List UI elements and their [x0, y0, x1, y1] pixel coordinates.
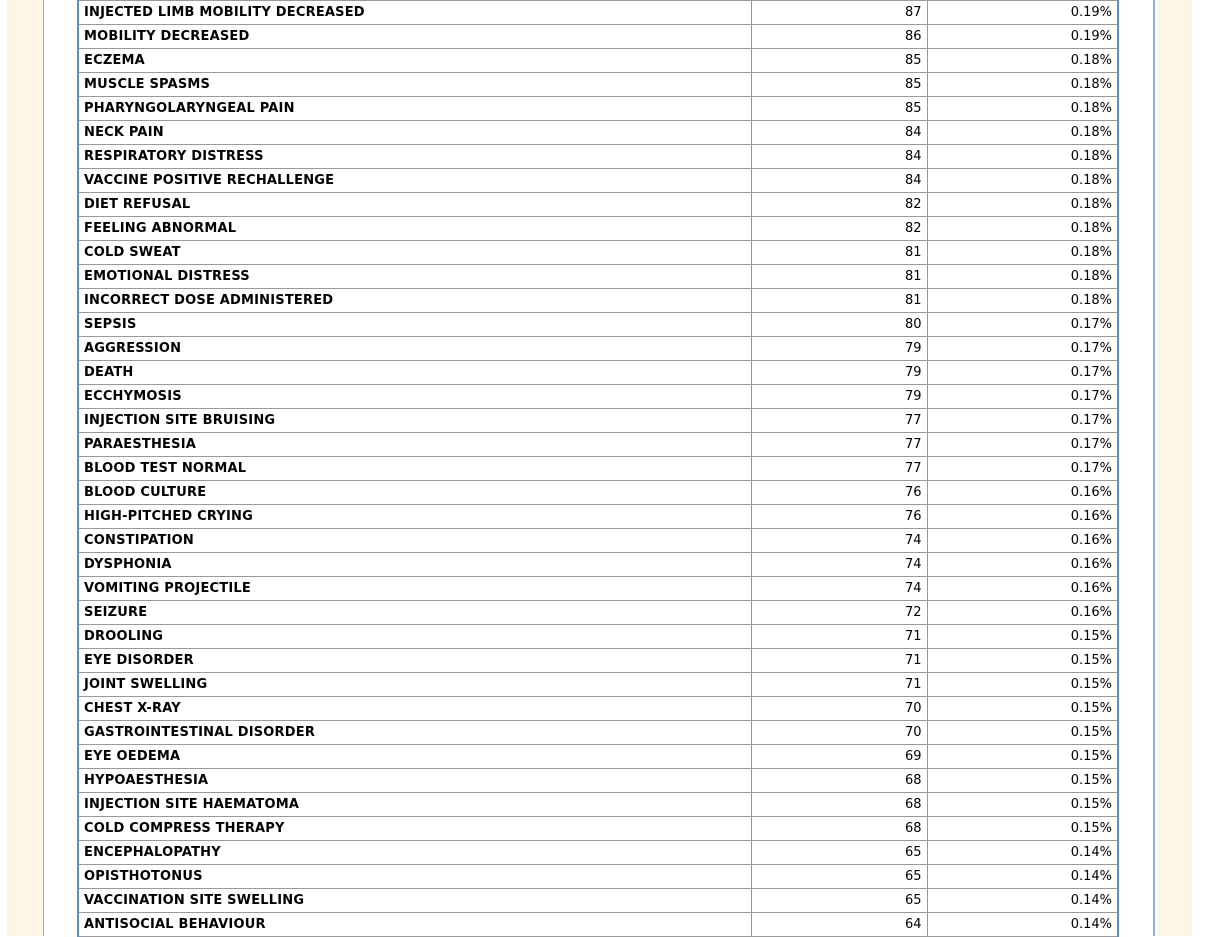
table-body — [78, 1, 1118, 937]
table-row — [78, 313, 1118, 337]
table-row — [78, 25, 1118, 49]
report-count-cell: 85 — [751, 73, 927, 97]
report-percent-cell: 0.16% — [927, 601, 1118, 625]
table-row — [78, 529, 1118, 553]
report-count-cell: 82 — [751, 193, 927, 217]
symptom-term-cell: INJECTED LIMB MOBILITY DECREASED — [78, 1, 751, 25]
symptom-term-cell: FEELING ABNORMAL — [78, 217, 751, 241]
table-row — [78, 697, 1118, 721]
report-count-cell: 68 — [751, 769, 927, 793]
symptom-term-cell: OPISTHOTONUS — [78, 865, 751, 889]
report-count-cell: 86 — [751, 25, 927, 49]
report-percent-cell: 0.17% — [927, 313, 1118, 337]
symptom-term-cell: COLD COMPRESS THERAPY — [78, 817, 751, 841]
table-row — [78, 337, 1118, 361]
table-row — [78, 841, 1118, 865]
report-count-cell: 79 — [751, 385, 927, 409]
report-percent-cell: 0.15% — [927, 721, 1118, 745]
report-count-cell: 71 — [751, 625, 927, 649]
symptom-term-cell: ANTISOCIAL BEHAVIOUR — [78, 913, 751, 937]
report-percent-cell: 0.15% — [927, 817, 1118, 841]
symptom-term-cell: HIGH-PITCHED CRYING — [78, 505, 751, 529]
report-percent-cell: 0.15% — [927, 697, 1118, 721]
report-count-cell: 70 — [751, 697, 927, 721]
report-count-cell: 84 — [751, 169, 927, 193]
report-count-cell: 65 — [751, 865, 927, 889]
symptom-term-cell: MOBILITY DECREASED — [78, 25, 751, 49]
symptom-term-cell: DEATH — [78, 361, 751, 385]
symptom-term-cell: PARAESTHESIA — [78, 433, 751, 457]
symptom-term-cell: SEIZURE — [78, 601, 751, 625]
report-count-cell: 85 — [751, 49, 927, 73]
table-row — [78, 265, 1118, 289]
table-row — [78, 625, 1118, 649]
symptom-term-cell: BLOOD CULTURE — [78, 481, 751, 505]
table-row — [78, 889, 1118, 913]
report-percent-cell: 0.17% — [927, 433, 1118, 457]
right-margin-gutter — [1157, 0, 1192, 936]
symptom-term-cell: RESPIRATORY DISTRESS — [78, 145, 751, 169]
report-count-cell: 77 — [751, 409, 927, 433]
table-row — [78, 1, 1118, 25]
report-percent-cell: 0.16% — [927, 577, 1118, 601]
symptom-term-cell: DIET REFUSAL — [78, 193, 751, 217]
report-percent-cell: 0.16% — [927, 505, 1118, 529]
table-row — [78, 169, 1118, 193]
report-count-cell: 84 — [751, 121, 927, 145]
report-percent-cell: 0.16% — [927, 529, 1118, 553]
report-percent-cell: 0.17% — [927, 361, 1118, 385]
symptom-term-cell: CHEST X-RAY — [78, 697, 751, 721]
table-row — [78, 721, 1118, 745]
table-row — [78, 409, 1118, 433]
table-row — [78, 913, 1118, 937]
report-percent-cell: 0.18% — [927, 145, 1118, 169]
report-percent-cell: 0.18% — [927, 193, 1118, 217]
report-percent-cell: 0.16% — [927, 481, 1118, 505]
report-percent-cell: 0.18% — [927, 121, 1118, 145]
report-count-cell: 77 — [751, 433, 927, 457]
report-percent-cell: 0.18% — [927, 241, 1118, 265]
symptom-term-cell: EYE OEDEMA — [78, 745, 751, 769]
symptom-term-cell: EYE DISORDER — [78, 649, 751, 673]
symptom-term-cell: HYPOAESTHESIA — [78, 769, 751, 793]
report-percent-cell: 0.14% — [927, 841, 1118, 865]
report-percent-cell: 0.15% — [927, 769, 1118, 793]
report-percent-cell: 0.17% — [927, 457, 1118, 481]
symptom-term-cell: VOMITING PROJECTILE — [78, 577, 751, 601]
table-row — [78, 673, 1118, 697]
table-row — [78, 769, 1118, 793]
report-count-cell: 74 — [751, 529, 927, 553]
symptom-term-cell: INJECTION SITE HAEMATOMA — [78, 793, 751, 817]
report-count-cell: 77 — [751, 457, 927, 481]
report-count-cell: 71 — [751, 649, 927, 673]
report-percent-cell: 0.18% — [927, 265, 1118, 289]
symptom-term-cell: GASTROINTESTINAL DISORDER — [78, 721, 751, 745]
table-row — [78, 817, 1118, 841]
report-percent-cell: 0.19% — [927, 25, 1118, 49]
report-percent-cell: 0.18% — [927, 217, 1118, 241]
table-row — [78, 97, 1118, 121]
report-count-cell: 84 — [751, 145, 927, 169]
report-count-cell: 81 — [751, 289, 927, 313]
report-count-cell: 87 — [751, 1, 927, 25]
report-percent-cell: 0.18% — [927, 73, 1118, 97]
symptom-term-cell: MUSCLE SPASMS — [78, 73, 751, 97]
table-row — [78, 73, 1118, 97]
report-count-cell: 81 — [751, 265, 927, 289]
report-percent-cell: 0.17% — [927, 337, 1118, 361]
table-row — [78, 385, 1118, 409]
table-row — [78, 361, 1118, 385]
report-count-cell: 68 — [751, 817, 927, 841]
table-row — [78, 649, 1118, 673]
symptom-term-cell: INJECTION SITE BRUISING — [78, 409, 751, 433]
report-count-cell: 64 — [751, 913, 927, 937]
report-count-cell: 74 — [751, 577, 927, 601]
report-count-cell: 85 — [751, 97, 927, 121]
table-row — [78, 865, 1118, 889]
table-row — [78, 193, 1118, 217]
symptom-term-cell: ENCEPHALOPATHY — [78, 841, 751, 865]
report-count-cell: 68 — [751, 793, 927, 817]
report-percent-cell: 0.14% — [927, 865, 1118, 889]
table-row — [78, 481, 1118, 505]
report-percent-cell: 0.14% — [927, 913, 1118, 937]
symptom-term-cell: EMOTIONAL DISTRESS — [78, 265, 751, 289]
table-row — [78, 145, 1118, 169]
report-count-cell: 72 — [751, 601, 927, 625]
report-percent-cell: 0.18% — [927, 289, 1118, 313]
symptom-term-cell: VACCINE POSITIVE RECHALLENGE — [78, 169, 751, 193]
report-percent-cell: 0.15% — [927, 625, 1118, 649]
table-row — [78, 457, 1118, 481]
report-percent-cell: 0.19% — [927, 1, 1118, 25]
report-count-cell: 81 — [751, 241, 927, 265]
table-row — [78, 433, 1118, 457]
report-count-cell: 74 — [751, 553, 927, 577]
report-count-cell: 70 — [751, 721, 927, 745]
table-row — [78, 745, 1118, 769]
report-percent-cell: 0.15% — [927, 793, 1118, 817]
symptom-term-cell: VACCINATION SITE SWELLING — [78, 889, 751, 913]
symptom-term-cell: ECCHYMOSIS — [78, 385, 751, 409]
report-percent-cell: 0.15% — [927, 745, 1118, 769]
symptom-term-cell: DYSPHONIA — [78, 553, 751, 577]
report-percent-cell: 0.17% — [927, 385, 1118, 409]
symptom-term-cell: ECZEMA — [78, 49, 751, 73]
table-row — [78, 793, 1118, 817]
table-row — [78, 505, 1118, 529]
report-count-cell: 82 — [751, 217, 927, 241]
symptom-frequency-table — [77, 0, 1119, 937]
symptom-term-cell: INCORRECT DOSE ADMINISTERED — [78, 289, 751, 313]
report-count-cell: 79 — [751, 361, 927, 385]
symptom-term-cell: COLD SWEAT — [78, 241, 751, 265]
symptom-term-cell: JOINT SWELLING — [78, 673, 751, 697]
table-row — [78, 577, 1118, 601]
table-row — [78, 553, 1118, 577]
symptom-term-cell: DROOLING — [78, 625, 751, 649]
left-margin-gutter — [7, 0, 43, 936]
report-percent-cell: 0.16% — [927, 553, 1118, 577]
symptom-term-cell: AGGRESSION — [78, 337, 751, 361]
report-count-cell: 79 — [751, 337, 927, 361]
table-row — [78, 241, 1118, 265]
symptom-term-cell: CONSTIPATION — [78, 529, 751, 553]
table-row — [78, 217, 1118, 241]
report-percent-cell: 0.14% — [927, 889, 1118, 913]
report-percent-cell: 0.15% — [927, 649, 1118, 673]
report-count-cell: 76 — [751, 481, 927, 505]
table-row — [78, 121, 1118, 145]
report-count-cell: 76 — [751, 505, 927, 529]
report-percent-cell: 0.18% — [927, 169, 1118, 193]
symptom-term-cell: NECK PAIN — [78, 121, 751, 145]
symptom-term-cell: SEPSIS — [78, 313, 751, 337]
report-percent-cell: 0.17% — [927, 409, 1118, 433]
table-row — [78, 289, 1118, 313]
report-percent-cell: 0.15% — [927, 673, 1118, 697]
report-count-cell: 65 — [751, 889, 927, 913]
report-count-cell: 80 — [751, 313, 927, 337]
report-count-cell: 71 — [751, 673, 927, 697]
symptom-term-cell: PHARYNGOLARYNGEAL PAIN — [78, 97, 751, 121]
report-count-cell: 65 — [751, 841, 927, 865]
report-percent-cell: 0.18% — [927, 97, 1118, 121]
table-row — [78, 601, 1118, 625]
symptom-term-cell: BLOOD TEST NORMAL — [78, 457, 751, 481]
report-percent-cell: 0.18% — [927, 49, 1118, 73]
report-count-cell: 69 — [751, 745, 927, 769]
table-row — [78, 49, 1118, 73]
